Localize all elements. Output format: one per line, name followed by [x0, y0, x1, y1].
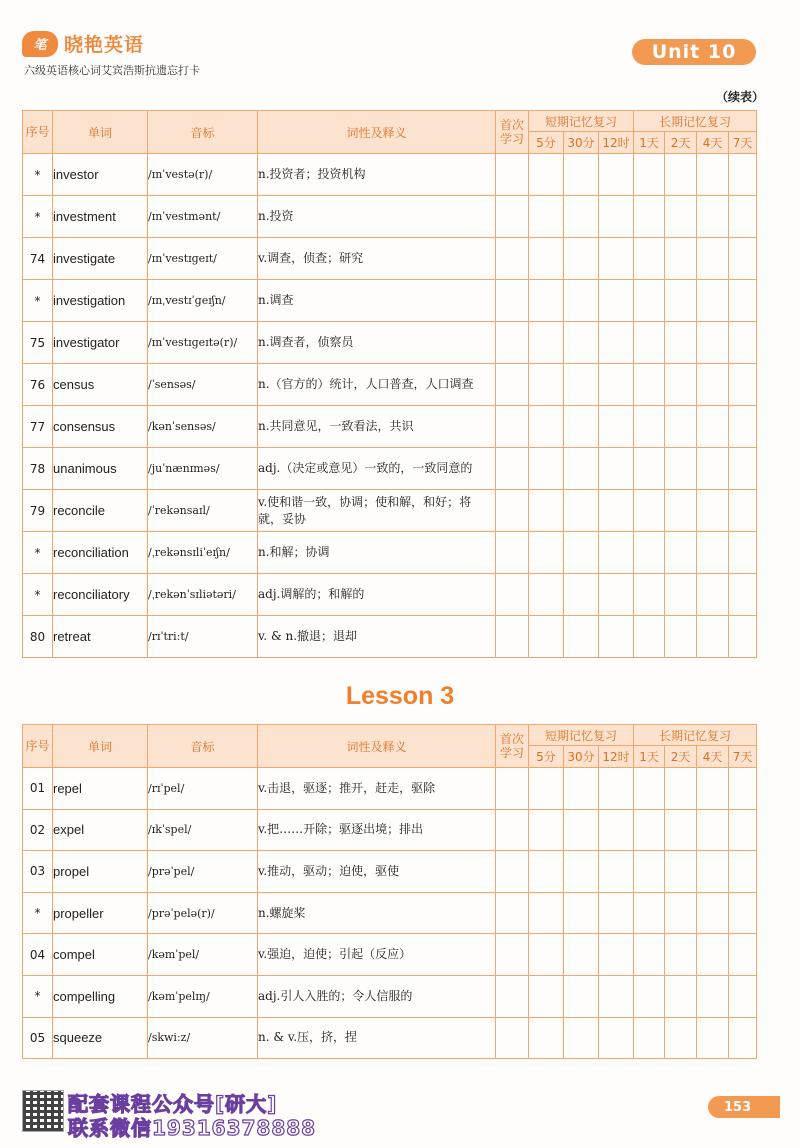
col-header-short-interval: 12时	[599, 132, 634, 154]
checkin-box[interactable]	[665, 975, 697, 1017]
checkin-box[interactable]	[529, 322, 564, 364]
checkin-box[interactable]	[729, 490, 757, 532]
row-number: *	[23, 532, 53, 574]
checkin-box[interactable]	[729, 1017, 757, 1059]
checkin-box[interactable]	[599, 975, 634, 1017]
col-header-first-study: 首次学习	[496, 725, 529, 768]
checkin-box[interactable]	[729, 934, 757, 976]
checkin-box[interactable]	[496, 1017, 529, 1059]
checkin-box[interactable]	[529, 934, 564, 976]
row-phonetic: /ˌrekənsɪliˈeɪʃn/	[148, 532, 258, 574]
table-row	[23, 406, 757, 448]
checkin-box[interactable]	[729, 532, 757, 574]
table-row	[23, 490, 757, 532]
row-definition: n.投资者；投资机构	[258, 154, 496, 196]
checkin-box[interactable]	[564, 238, 599, 280]
checkin-box[interactable]	[529, 364, 564, 406]
row-definition: n.螺旋桨	[258, 892, 496, 934]
row-phonetic: /kəmˈpelɪŋ/	[148, 975, 258, 1017]
row-phonetic: /ˈrekənsaɪl/	[148, 490, 258, 532]
checkin-box[interactable]	[564, 768, 599, 810]
row-number: 01	[23, 768, 53, 810]
col-header-short-interval: 5分	[529, 132, 564, 154]
col-header-long-interval: 2天	[665, 132, 697, 154]
row-definition: v. & n.撤退；退却	[258, 616, 496, 658]
row-word: retreat	[53, 616, 148, 658]
checkin-box[interactable]	[634, 768, 665, 810]
table-row	[23, 892, 757, 934]
row-definition: n.调查者，侦察员	[258, 322, 496, 364]
checkin-box[interactable]	[729, 768, 757, 810]
row-word: propel	[53, 851, 148, 893]
checkin-box[interactable]	[496, 406, 529, 448]
checkin-box[interactable]	[729, 892, 757, 934]
checkin-box[interactable]	[634, 280, 665, 322]
checkin-box[interactable]	[665, 490, 697, 532]
checkin-box[interactable]	[634, 532, 665, 574]
checkin-box[interactable]	[496, 934, 529, 976]
checkin-box[interactable]	[665, 892, 697, 934]
checkin-box[interactable]	[496, 238, 529, 280]
row-number: 04	[23, 934, 53, 976]
checkin-box[interactable]	[697, 851, 729, 893]
row-word: investment	[53, 196, 148, 238]
checkin-box[interactable]	[697, 196, 729, 238]
row-number: 05	[23, 1017, 53, 1059]
qr-code-icon	[22, 1090, 64, 1132]
row-word: unanimous	[53, 448, 148, 490]
promo-line-1: 配套课程公众号[研大]	[68, 1092, 278, 1116]
checkin-box[interactable]	[697, 490, 729, 532]
checkin-box[interactable]	[634, 238, 665, 280]
row-phonetic: /prəˈpelə(r)/	[148, 892, 258, 934]
checkin-box[interactable]	[529, 851, 564, 893]
checkin-box[interactable]	[634, 934, 665, 976]
table-row	[23, 448, 757, 490]
row-phonetic: /skwiːz/	[148, 1017, 258, 1059]
row-number: 03	[23, 851, 53, 893]
checkin-box[interactable]	[496, 448, 529, 490]
checkin-box[interactable]	[634, 448, 665, 490]
row-word: investigate	[53, 238, 148, 280]
checkin-box[interactable]	[665, 574, 697, 616]
checkin-box[interactable]	[665, 809, 697, 851]
checkin-box[interactable]	[665, 364, 697, 406]
checkin-box[interactable]	[634, 364, 665, 406]
checkin-box[interactable]	[665, 851, 697, 893]
checkin-box[interactable]	[665, 196, 697, 238]
checkin-box[interactable]	[665, 934, 697, 976]
col-header-long-interval: 7天	[729, 132, 757, 154]
page-number: 153	[708, 1096, 780, 1118]
checkin-box[interactable]	[529, 1017, 564, 1059]
checkin-box[interactable]	[599, 1017, 634, 1059]
row-word: compel	[53, 934, 148, 976]
row-number: 02	[23, 809, 53, 851]
checkin-box[interactable]	[665, 448, 697, 490]
checkin-box[interactable]	[665, 406, 697, 448]
checkin-box[interactable]	[665, 1017, 697, 1059]
lesson-title: Lesson 3	[345, 682, 455, 710]
checkin-box[interactable]	[599, 574, 634, 616]
checkin-box[interactable]	[634, 892, 665, 934]
row-word: propeller	[53, 892, 148, 934]
checkin-box[interactable]	[697, 768, 729, 810]
checkin-box[interactable]	[634, 490, 665, 532]
checkin-box[interactable]	[697, 574, 729, 616]
checkin-box[interactable]	[496, 490, 529, 532]
row-number: *	[23, 280, 53, 322]
checkin-box[interactable]	[729, 616, 757, 658]
col-header-word: 单词	[53, 111, 148, 154]
checkin-box[interactable]	[697, 280, 729, 322]
row-word: investigator	[53, 322, 148, 364]
table-row	[23, 238, 757, 280]
checkin-box[interactable]	[697, 154, 729, 196]
col-header-short-interval: 12时	[599, 746, 634, 768]
row-word: census	[53, 364, 148, 406]
checkin-box[interactable]	[729, 448, 757, 490]
checkin-box[interactable]	[599, 934, 634, 976]
row-phonetic: /juˈnænɪməs/	[148, 448, 258, 490]
checkin-box[interactable]	[697, 892, 729, 934]
checkin-box[interactable]	[496, 196, 529, 238]
checkin-box[interactable]	[729, 809, 757, 851]
checkin-box[interactable]	[599, 490, 634, 532]
col-header-definition: 词性及释义	[258, 725, 496, 768]
checkin-box[interactable]	[697, 975, 729, 1017]
checkin-box[interactable]	[529, 768, 564, 810]
row-number: *	[23, 892, 53, 934]
checkin-box[interactable]	[529, 406, 564, 448]
checkin-box[interactable]	[564, 448, 599, 490]
checkin-box[interactable]	[599, 768, 634, 810]
table-row	[23, 280, 757, 322]
checkin-box[interactable]	[564, 934, 599, 976]
row-word: consensus	[53, 406, 148, 448]
checkin-box[interactable]	[564, 490, 599, 532]
col-header-short-review: 短期记忆复习	[529, 111, 634, 132]
checkin-box[interactable]	[496, 809, 529, 851]
row-phonetic: /rɪˈpel/	[148, 768, 258, 810]
checkin-box[interactable]	[529, 238, 564, 280]
checkin-box[interactable]	[496, 532, 529, 574]
checkin-box[interactable]	[697, 322, 729, 364]
row-phonetic: /rɪˈtriːt/	[148, 616, 258, 658]
row-phonetic: /ɪnˈvestɪɡeɪt/	[148, 238, 258, 280]
row-phonetic: /prəˈpel/	[148, 851, 258, 893]
row-word: reconciliatory	[53, 574, 148, 616]
checkin-box[interactable]	[529, 532, 564, 574]
col-header-long-review: 长期记忆复习	[634, 111, 757, 132]
row-number: *	[23, 975, 53, 1017]
row-phonetic: /ɪnˈvestə(r)/	[148, 154, 258, 196]
row-definition: n.和解；协调	[258, 532, 496, 574]
row-number: 75	[23, 322, 53, 364]
checkin-box[interactable]	[564, 616, 599, 658]
checkin-box[interactable]	[634, 851, 665, 893]
checkin-box[interactable]	[599, 809, 634, 851]
table-row	[23, 934, 757, 976]
table-row	[23, 809, 757, 851]
row-definition: v.强迫，迫使；引起（反应）	[258, 934, 496, 976]
checkin-box[interactable]	[665, 280, 697, 322]
checkin-box[interactable]	[697, 532, 729, 574]
vocab-table-continued	[22, 110, 757, 658]
checkin-box[interactable]	[529, 154, 564, 196]
col-header-no: 序号	[23, 725, 53, 768]
checkin-box[interactable]	[529, 892, 564, 934]
row-number: *	[23, 196, 53, 238]
checkin-box[interactable]	[697, 406, 729, 448]
checkin-box[interactable]	[634, 196, 665, 238]
checkin-box[interactable]	[529, 280, 564, 322]
checkin-box[interactable]	[529, 490, 564, 532]
checkin-box[interactable]	[496, 154, 529, 196]
row-phonetic: /ˈsensəs/	[148, 364, 258, 406]
checkin-box[interactable]	[599, 364, 634, 406]
checkin-box[interactable]	[697, 448, 729, 490]
brand-name: 晓艳英语	[64, 34, 145, 56]
checkin-box[interactable]	[599, 448, 634, 490]
row-number: 78	[23, 448, 53, 490]
row-number: *	[23, 154, 53, 196]
checkin-box[interactable]	[564, 322, 599, 364]
col-header-long-interval: 4天	[697, 132, 729, 154]
checkin-box[interactable]	[529, 448, 564, 490]
row-word: reconcile	[53, 490, 148, 532]
checkin-box[interactable]	[564, 280, 599, 322]
checkin-box[interactable]	[729, 154, 757, 196]
unit-badge: Unit 10	[632, 39, 756, 65]
vocab-table-lesson3	[22, 724, 757, 1059]
checkin-box[interactable]	[729, 364, 757, 406]
row-word: compelling	[53, 975, 148, 1017]
table-row	[23, 154, 757, 196]
row-number: 79	[23, 490, 53, 532]
checkin-box[interactable]	[529, 975, 564, 1017]
col-header-short-interval: 5分	[529, 746, 564, 768]
row-definition: n.投资	[258, 196, 496, 238]
checkin-box[interactable]	[599, 532, 634, 574]
table-row	[23, 616, 757, 658]
checkin-box[interactable]	[729, 280, 757, 322]
row-number: 77	[23, 406, 53, 448]
table-row	[23, 196, 757, 238]
row-word: expel	[53, 809, 148, 851]
checkin-box[interactable]	[529, 196, 564, 238]
checkin-box[interactable]	[564, 574, 599, 616]
row-phonetic: /ɪkˈspel/	[148, 809, 258, 851]
col-header-short-interval: 30分	[564, 746, 599, 768]
col-header-short-review: 短期记忆复习	[529, 725, 634, 746]
checkin-box[interactable]	[665, 768, 697, 810]
checkin-box[interactable]	[634, 975, 665, 1017]
col-header-long-review: 长期记忆复习	[634, 725, 757, 746]
checkin-box[interactable]	[634, 154, 665, 196]
row-definition: n.调查	[258, 280, 496, 322]
checkin-box[interactable]	[665, 322, 697, 364]
checkin-box[interactable]	[634, 616, 665, 658]
checkin-box[interactable]	[599, 154, 634, 196]
table-row	[23, 1017, 757, 1059]
row-definition: v.推动，驱动；迫使，驱使	[258, 851, 496, 893]
row-word: squeeze	[53, 1017, 148, 1059]
checkin-box[interactable]	[634, 1017, 665, 1059]
checkin-box[interactable]	[529, 574, 564, 616]
col-header-long-interval: 7天	[729, 746, 757, 768]
checkin-box[interactable]	[496, 574, 529, 616]
checkin-box[interactable]	[697, 616, 729, 658]
checkin-box[interactable]	[564, 154, 599, 196]
checkin-box[interactable]	[729, 238, 757, 280]
row-definition: n.共同意见，一致看法，共识	[258, 406, 496, 448]
row-definition: v.调查，侦查；研究	[258, 238, 496, 280]
promo-line-2: 联系微信19316378888	[68, 1116, 317, 1140]
checkin-box[interactable]	[665, 532, 697, 574]
col-header-phonetic: 音标	[148, 111, 258, 154]
row-definition: v.把……开除；驱逐出境；排出	[258, 809, 496, 851]
checkin-box[interactable]	[665, 154, 697, 196]
col-header-definition: 词性及释义	[258, 111, 496, 154]
checkin-box[interactable]	[496, 975, 529, 1017]
checkin-box[interactable]	[599, 892, 634, 934]
col-header-long-interval: 1天	[634, 132, 665, 154]
col-header-short-interval: 30分	[564, 132, 599, 154]
row-phonetic: /ɪnˌvestɪˈɡeɪʃn/	[148, 280, 258, 322]
checkin-box[interactable]	[697, 809, 729, 851]
col-header-long-interval: 4天	[697, 746, 729, 768]
checkin-box[interactable]	[665, 616, 697, 658]
checkin-box[interactable]	[634, 809, 665, 851]
checkin-box[interactable]	[729, 406, 757, 448]
checkin-box[interactable]	[496, 892, 529, 934]
table-row	[23, 322, 757, 364]
checkin-box[interactable]	[634, 322, 665, 364]
row-phonetic: /ˌrekənˈsɪliətəri/	[148, 574, 258, 616]
logo-mark-icon: 笔	[22, 31, 58, 57]
row-number: 74	[23, 238, 53, 280]
row-word: investor	[53, 154, 148, 196]
checkin-box[interactable]	[599, 322, 634, 364]
table-row	[23, 851, 757, 893]
table-row	[23, 768, 757, 810]
table-row	[23, 532, 757, 574]
checkin-box[interactable]	[665, 238, 697, 280]
row-definition: n.（官方的）统计，人口普查，人口调查	[258, 364, 496, 406]
checkin-box[interactable]	[729, 975, 757, 1017]
table-row	[23, 364, 757, 406]
checkin-box[interactable]	[564, 406, 599, 448]
brand-logo	[22, 30, 144, 57]
checkin-box[interactable]	[599, 196, 634, 238]
checkin-box[interactable]	[564, 809, 599, 851]
checkin-box[interactable]	[729, 322, 757, 364]
row-word: repel	[53, 768, 148, 810]
checkin-box[interactable]	[599, 616, 634, 658]
checkin-box[interactable]	[729, 574, 757, 616]
checkin-box[interactable]	[496, 616, 529, 658]
col-header-phonetic: 音标	[148, 725, 258, 768]
row-number: 80	[23, 616, 53, 658]
checkin-box[interactable]	[564, 532, 599, 574]
row-word: investigation	[53, 280, 148, 322]
checkin-box[interactable]	[599, 851, 634, 893]
row-phonetic: /ɪnˈvestɪɡeɪtə(r)/	[148, 322, 258, 364]
col-header-first-study: 首次学习	[496, 111, 529, 154]
table-row	[23, 975, 757, 1017]
row-definition: n. & v.压，挤，捏	[258, 1017, 496, 1059]
row-number: 76	[23, 364, 53, 406]
row-definition: v.击退，驱逐；推开，赶走，驱除	[258, 768, 496, 810]
col-header-no: 序号	[23, 111, 53, 154]
row-number: *	[23, 574, 53, 616]
row-definition: adj.调解的；和解的	[258, 574, 496, 616]
checkin-box[interactable]	[729, 196, 757, 238]
checkin-box[interactable]	[496, 768, 529, 810]
checkin-box[interactable]	[496, 851, 529, 893]
row-phonetic: /ɪnˈvestmənt/	[148, 196, 258, 238]
checkin-box[interactable]	[496, 322, 529, 364]
checkin-box[interactable]	[599, 280, 634, 322]
checkin-box[interactable]	[634, 574, 665, 616]
checkin-box[interactable]	[729, 851, 757, 893]
checkin-box[interactable]	[634, 406, 665, 448]
row-phonetic: /kənˈsensəs/	[148, 406, 258, 448]
checkin-box[interactable]	[697, 364, 729, 406]
checkin-box[interactable]	[564, 892, 599, 934]
checkin-box[interactable]	[564, 196, 599, 238]
row-definition: v.使和谐一致，协调；使和解，和好；将就，妥协	[258, 490, 496, 532]
checkin-box[interactable]	[564, 364, 599, 406]
checkin-box[interactable]	[564, 851, 599, 893]
table-row	[23, 574, 757, 616]
checkin-box[interactable]	[496, 364, 529, 406]
book-subtitle: 六级英语核心词艾宾浩斯抗遗忘打卡	[24, 64, 200, 77]
col-header-word: 单词	[53, 725, 148, 768]
checkin-box[interactable]	[599, 406, 634, 448]
checkin-box[interactable]	[697, 934, 729, 976]
row-phonetic: /kəmˈpel/	[148, 934, 258, 976]
checkin-box[interactable]	[697, 1017, 729, 1059]
checkin-box[interactable]	[697, 238, 729, 280]
col-header-long-interval: 2天	[665, 746, 697, 768]
checkin-box[interactable]	[529, 616, 564, 658]
checkin-box[interactable]	[564, 975, 599, 1017]
continued-note: （续表）	[716, 90, 765, 104]
checkin-box[interactable]	[529, 809, 564, 851]
checkin-box[interactable]	[564, 1017, 599, 1059]
checkin-box[interactable]	[496, 280, 529, 322]
row-definition: adj.引人入胜的；令人信服的	[258, 975, 496, 1017]
row-definition: adj.（决定或意见）一致的，一致同意的	[258, 448, 496, 490]
checkin-box[interactable]	[599, 238, 634, 280]
col-header-long-interval: 1天	[634, 746, 665, 768]
row-word: reconciliation	[53, 532, 148, 574]
